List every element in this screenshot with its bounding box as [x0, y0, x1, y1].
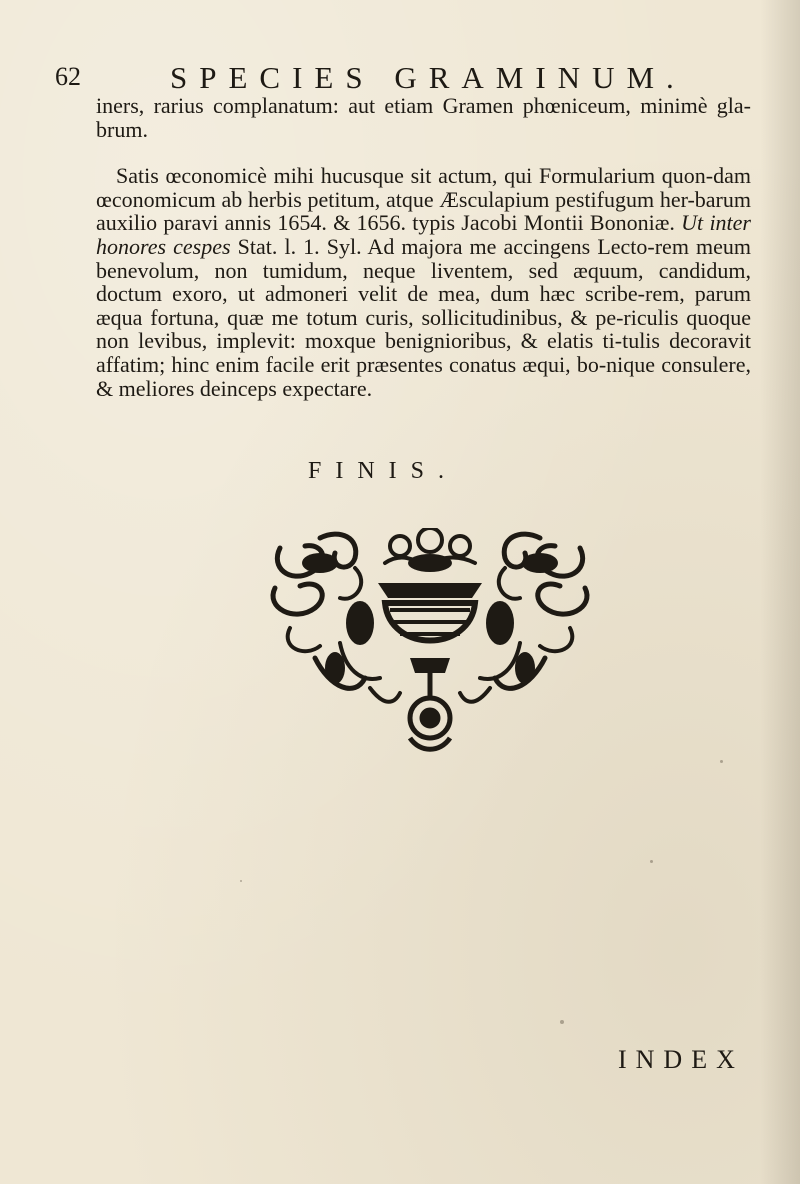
floral-basket-tailpiece-icon	[260, 528, 600, 758]
paragraph-2-italic-quote: Ut inter honores cespes	[96, 210, 751, 259]
page-number: 62	[55, 62, 81, 91]
paragraph-2-end: Stat. l. 1. Syl. Ad majora me accingens Lecto-rem meum benevolum, non tumidum, neque liventem, sed æquum, candidum, doctum exoro, ut admoneri velit de mea, dum hæc scribe-rem, parum æqua fortuna, quæ me totum curis, sollicitudinibus, & pe-riculis quoque non levibus, implevit: moxque benignioribus, & elatis ti-tulis decoravit affatim; hinc enim facile erit præsentes conatus æqui, bo-nique consulere, & meliores deinceps expectare.	[96, 233, 751, 401]
page-edge-shadow	[760, 0, 800, 1184]
paper-speck	[430, 320, 433, 323]
paper-speck	[720, 760, 723, 763]
main-text	[96, 94, 751, 400]
paper-speck	[240, 880, 242, 882]
paper-speck	[650, 860, 653, 863]
catchword: INDEX	[618, 1045, 744, 1074]
running-title: SPECIES GRAMINUM.	[170, 60, 686, 95]
paragraph-1: iners, rarius complanatum: aut etiam Gramen phœniceum, minimè gla-brum.	[96, 93, 751, 142]
paper-speck	[560, 1020, 564, 1024]
paragraph-2-start: Satis œconomicè mihi hucusque sit actum, qui Formularium quon-dam œconomicum ab herbis petitum, atque Æsculapium pestifugum her-barum auxilio paravi annis 1654. & 1656. typis Jacobi Montii Bononiæ.	[96, 163, 751, 236]
finis-label: FINIS.	[308, 458, 459, 484]
paragraph-2	[96, 164, 751, 400]
